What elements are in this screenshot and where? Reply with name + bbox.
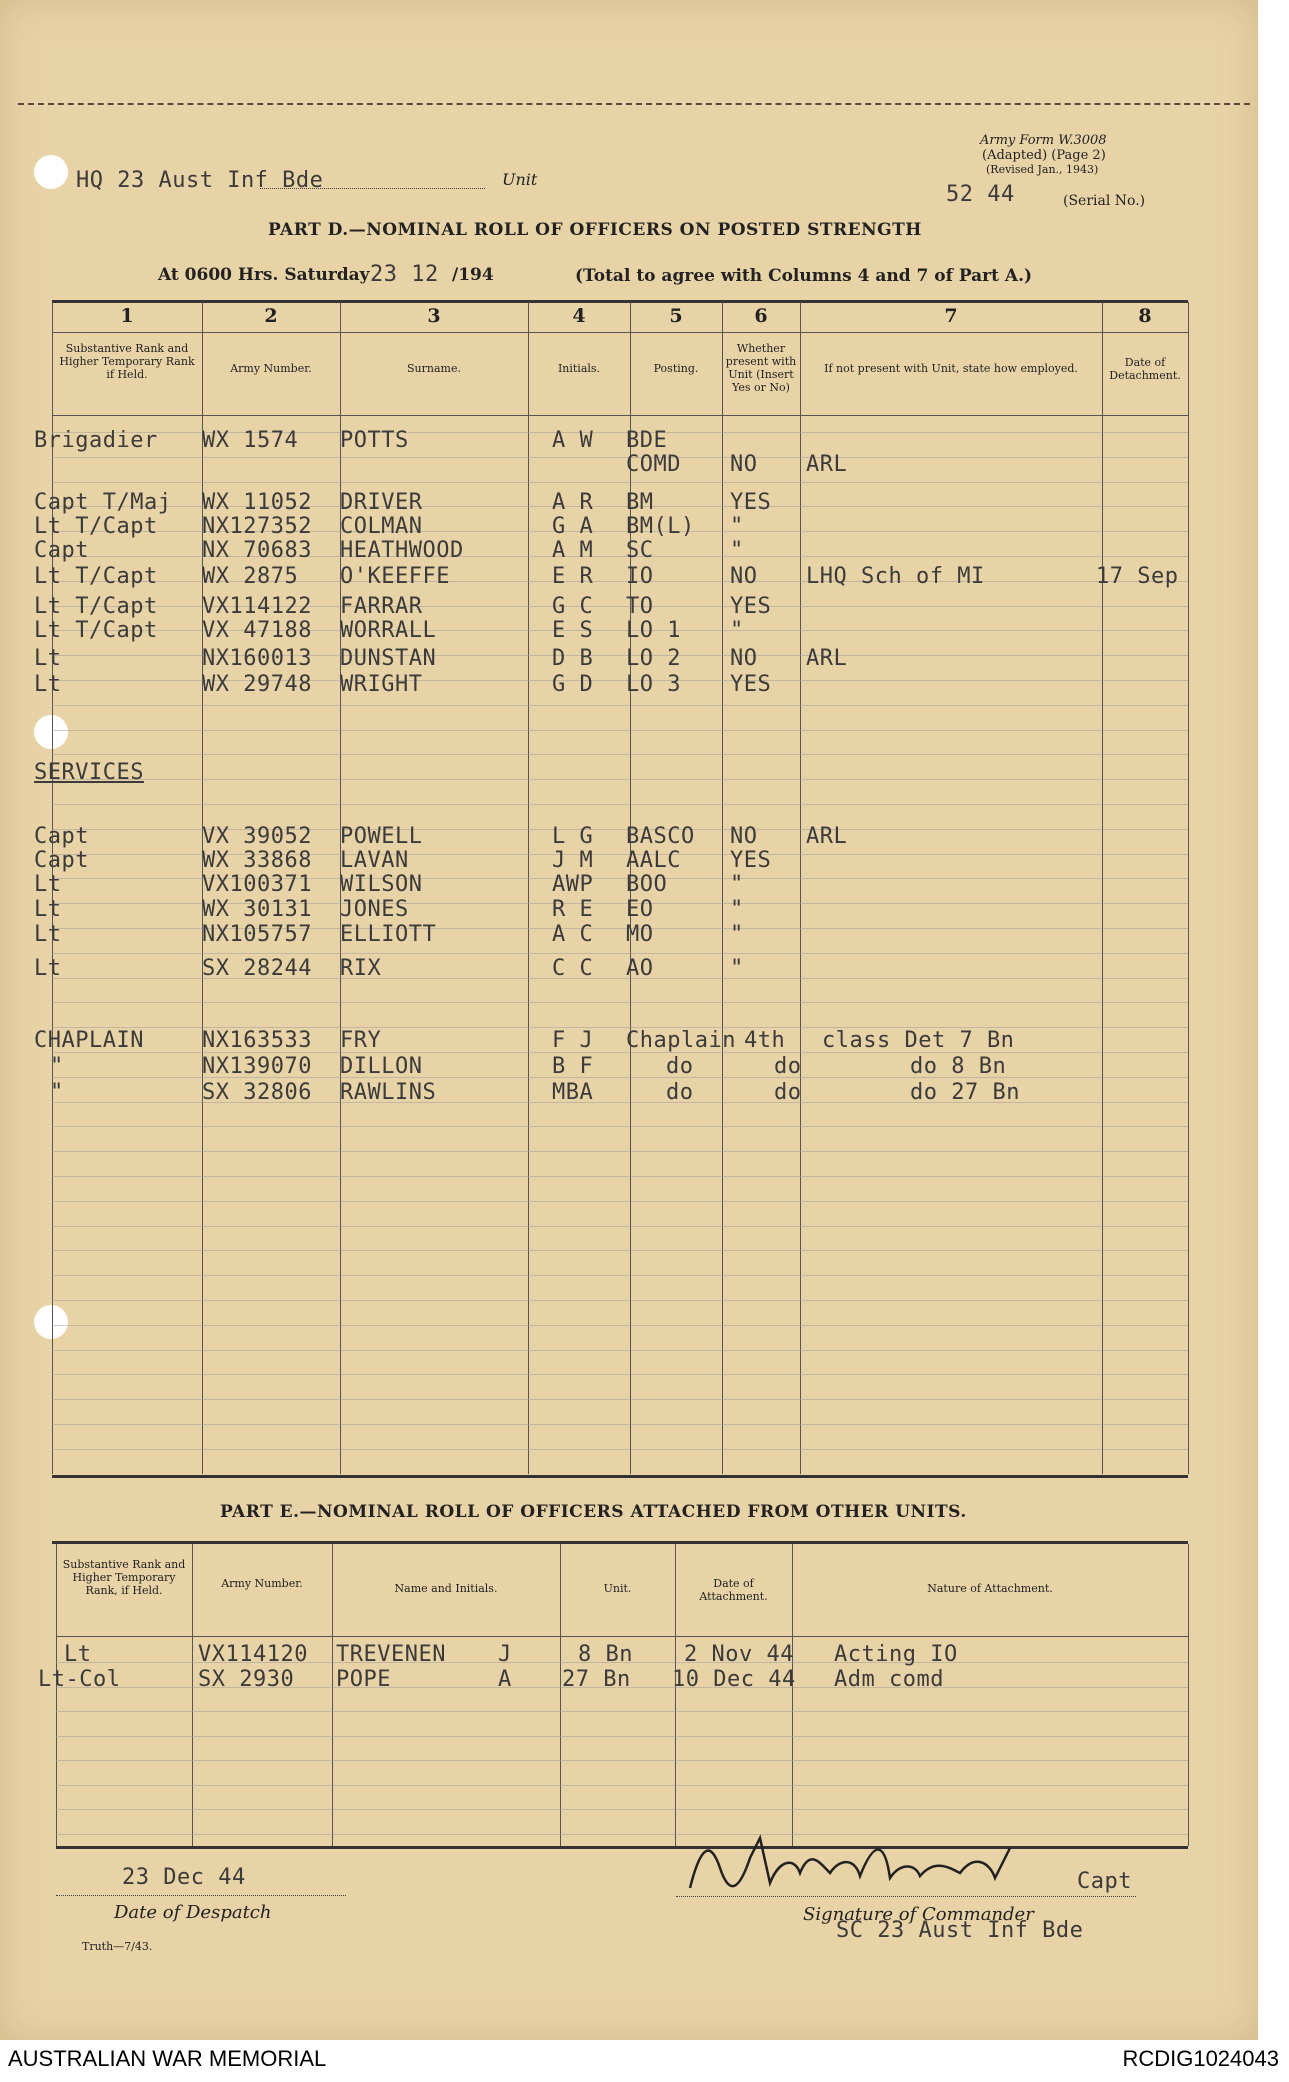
part-d-column-divider xyxy=(1188,302,1189,1474)
entry-rank: Capt xyxy=(34,848,89,873)
despatch-dotted-line xyxy=(56,1895,346,1896)
entry-number: VX100371 xyxy=(202,872,312,897)
part-d-ruled-line xyxy=(52,1151,1188,1152)
entry-employed: do 8 Bn xyxy=(910,1054,1007,1079)
part-d-ruled-line xyxy=(52,705,1188,706)
part-d-ruled-line xyxy=(52,1250,1188,1251)
punch-hole xyxy=(34,715,68,749)
entry-posting: SC xyxy=(626,538,654,563)
entry-initials: E R xyxy=(552,564,594,589)
part-e-column-divider xyxy=(332,1544,333,1846)
adapted-label: (Adapted) (Page 2) xyxy=(982,148,1106,163)
part-e-column-header: Substantive Rank and Higher Temporary Rank, if Held. xyxy=(62,1558,186,1597)
entry-surname: DILLON xyxy=(340,1054,423,1079)
part-d-column-header: Surname. xyxy=(407,362,461,375)
entry-surname: WILSON xyxy=(340,872,423,897)
entry-posting: BM(L) xyxy=(626,514,695,539)
entry-surname: O'KEEFFE xyxy=(340,564,450,589)
part-e-ruled-line xyxy=(56,1760,1188,1761)
entry-employed: do 27 Bn xyxy=(910,1080,1020,1105)
entry-number: SX 32806 xyxy=(202,1080,312,1105)
entry-rank: Brigadier xyxy=(34,428,158,453)
entry-initials: D B xyxy=(552,646,594,671)
entry-surname: RAWLINS xyxy=(340,1080,437,1105)
entry-initials: A W xyxy=(552,428,594,453)
entry-employed: ARL xyxy=(806,824,848,849)
entry-number: NX139070 xyxy=(202,1054,312,1079)
entry-rank: Lt xyxy=(34,872,62,897)
entry-surname: HEATHWOOD xyxy=(340,538,464,563)
time-prefix: At 0600 Hrs. Saturday xyxy=(158,265,370,285)
entry-present: NO xyxy=(730,646,758,671)
army-form-label: Army Form W.3008 xyxy=(980,133,1107,148)
attached-unit: 8 Bn xyxy=(578,1642,633,1667)
part-d-ruled-line xyxy=(52,754,1188,755)
entry-rank: Lt xyxy=(34,672,62,697)
part-d-header-bottom-rule xyxy=(52,415,1188,416)
entry-initials: A R xyxy=(552,490,594,515)
part-d-ruled-line xyxy=(52,1226,1188,1227)
entry-surname: WORRALL xyxy=(340,618,437,643)
entry-number: VX 39052 xyxy=(202,824,312,849)
entry-rank: Lt xyxy=(34,956,62,981)
entry-number: NX160013 xyxy=(202,646,312,671)
part-d-column-divider xyxy=(800,302,801,1474)
part-d-column-divider xyxy=(1102,302,1103,1474)
part-d-ruled-line xyxy=(52,1201,1188,1202)
part-d-ruled-line xyxy=(52,1002,1188,1003)
entry-posting: AO xyxy=(626,956,654,981)
part-d-ruled-line xyxy=(52,1449,1188,1450)
attached-number: SX 2930 xyxy=(198,1667,295,1692)
part-d-column-header: If not present with Unit, state how employed. xyxy=(824,362,1078,375)
attached-name: POPE xyxy=(336,1667,391,1692)
entry-surname: DUNSTAN xyxy=(340,646,437,671)
printer-mark: Truth—7/43. xyxy=(82,1940,153,1953)
entry-present: " xyxy=(730,538,744,563)
part-d-column-header: Army Number. xyxy=(230,362,312,375)
attached-date: 10 Dec 44 xyxy=(672,1667,796,1692)
part-e-column-divider xyxy=(560,1544,561,1846)
entry-date: 17 Sep xyxy=(1096,564,1179,589)
entry-present: " xyxy=(730,872,744,897)
serial-value: 52 44 xyxy=(946,182,1015,207)
entry-present: YES xyxy=(730,594,772,619)
entry-present: " xyxy=(730,618,744,643)
part-d-ruled-line xyxy=(52,482,1188,483)
entry-rank: Lt xyxy=(34,646,62,671)
entry-posting: do xyxy=(666,1080,694,1105)
part-e-title: PART E.—NOMINAL ROLL OF OFFICERS ATTACHED FROM OTHER UNITS. xyxy=(220,1502,967,1522)
part-e-column-divider xyxy=(792,1544,793,1846)
part-d-ruled-line xyxy=(52,1300,1188,1301)
part-d-column-number: 4 xyxy=(572,305,586,327)
part-d-column-number: 8 xyxy=(1138,305,1152,327)
entry-posting: COMD xyxy=(626,452,681,477)
entry-rank: CHAPLAIN xyxy=(34,1028,144,1053)
entry-surname: ELLIOTT xyxy=(340,922,437,947)
part-d-column-number: 1 xyxy=(120,305,134,327)
part-e-ruled-line xyxy=(56,1736,1188,1737)
entry-initials: G C xyxy=(552,594,594,619)
entry-rank: Lt T/Capt xyxy=(34,618,158,643)
entry-number: NX163533 xyxy=(202,1028,312,1053)
entry-surname: COLMAN xyxy=(340,514,423,539)
entry-rank: Capt T/Maj xyxy=(34,490,172,515)
entry-surname: JONES xyxy=(340,897,409,922)
entry-number: NX105757 xyxy=(202,922,312,947)
entry-surname: FARRAR xyxy=(340,594,423,619)
entry-present: YES xyxy=(730,490,772,515)
part-e-column-divider xyxy=(675,1544,676,1846)
entry-initials: J M xyxy=(552,848,594,873)
attached-unit: 27 Bn xyxy=(562,1667,631,1692)
perforation-line xyxy=(18,103,1250,105)
signature-dotted-line xyxy=(676,1896,1136,1897)
attached-rank: Lt xyxy=(64,1642,92,1667)
part-d-top-rule xyxy=(52,300,1188,303)
attached-name: TREVENEN xyxy=(336,1642,446,1667)
attached-nature: Adm comd xyxy=(834,1667,944,1692)
entry-number: WX 1574 xyxy=(202,428,299,453)
part-d-ruled-line xyxy=(52,953,1188,954)
entry-posting: MO xyxy=(626,922,654,947)
entry-surname: WRIGHT xyxy=(340,672,423,697)
part-d-column-header: Date of Detachment. xyxy=(1109,356,1181,382)
entry-rank: " xyxy=(50,1054,64,1079)
attached-rank: Lt-Col xyxy=(38,1667,121,1692)
attached-nature: Acting IO xyxy=(834,1642,958,1667)
time-date: 23 12 xyxy=(370,262,439,287)
entry-employed: LHQ Sch of MI xyxy=(806,564,985,589)
part-e-column-header: Army Number. xyxy=(221,1577,303,1590)
entry-number: NX 70683 xyxy=(202,538,312,563)
signature-rank: Capt xyxy=(1077,1869,1132,1894)
part-d-column-divider xyxy=(528,302,529,1474)
archive-label: AUSTRALIAN WAR MEMORIAL xyxy=(8,2046,327,2071)
attached-initial: J xyxy=(498,1642,512,1667)
signature-unit: SC 23 Aust Inf Bde xyxy=(836,1918,1084,1943)
entry-present: do xyxy=(774,1080,802,1105)
entry-present: do xyxy=(774,1054,802,1079)
part-d-column-header: Initials. xyxy=(557,362,601,375)
entry-posting: BASCO xyxy=(626,824,695,849)
entry-rank: Lt T/Capt xyxy=(34,594,158,619)
part-d-ruled-line xyxy=(52,1350,1188,1351)
entry-present: NO xyxy=(730,452,758,477)
punch-hole xyxy=(34,1305,68,1339)
part-d-column-header: Substantive Rank and Higher Temporary Rank if Held. xyxy=(59,342,195,381)
entry-initials: A M xyxy=(552,538,594,563)
entry-employed: ARL xyxy=(806,452,848,477)
entry-present: NO xyxy=(730,564,758,589)
entry-posting: LO 3 xyxy=(626,672,681,697)
entry-initials: A C xyxy=(552,922,594,947)
entry-employed: class Det 7 Bn xyxy=(822,1028,1015,1053)
part-d-ruled-line xyxy=(52,1374,1188,1375)
entry-present: " xyxy=(730,897,744,922)
entry-posting: LO 2 xyxy=(626,646,681,671)
part-d-bottom-rule xyxy=(52,1475,1188,1478)
entry-initials: AWP xyxy=(552,872,594,897)
entry-initials: F J xyxy=(552,1028,594,1053)
services-heading: SERVICES xyxy=(34,760,144,785)
part-d-title: PART D.—NOMINAL ROLL OF OFFICERS ON POSTED STRENGTH xyxy=(268,220,922,240)
entry-number: WX 30131 xyxy=(202,897,312,922)
attached-number: VX114120 xyxy=(198,1642,308,1667)
entry-posting: Chaplain xyxy=(626,1028,736,1053)
entry-present: 4th xyxy=(744,1028,786,1053)
entry-surname: RIX xyxy=(340,956,382,981)
part-d-ruled-line xyxy=(52,1275,1188,1276)
part-d-ruled-line xyxy=(52,1424,1188,1425)
entry-posting: EO xyxy=(626,897,654,922)
time-year: /194 xyxy=(452,265,494,285)
entry-posting: BDE xyxy=(626,428,668,453)
entry-present: YES xyxy=(730,848,772,873)
part-d-ruled-line xyxy=(52,804,1188,805)
entry-surname: POWELL xyxy=(340,824,423,849)
part-e-top-rule xyxy=(52,1541,1188,1544)
entry-number: SX 28244 xyxy=(202,956,312,981)
entry-present: NO xyxy=(730,824,758,849)
part-d-ruled-line xyxy=(52,457,1188,458)
entry-present: " xyxy=(730,956,744,981)
time-suffix: (Total to agree with Columns 4 and 7 of Part A.) xyxy=(575,266,1033,286)
entry-posting: IO xyxy=(626,564,654,589)
part-d-ruled-line xyxy=(52,779,1188,780)
attached-date: 2 Nov 44 xyxy=(684,1642,794,1667)
part-d-ruled-line xyxy=(52,730,1188,731)
entry-initials: L G xyxy=(552,824,594,849)
entry-surname: FRY xyxy=(340,1028,382,1053)
entry-number: WX 33868 xyxy=(202,848,312,873)
part-e-column-header: Name and Initials. xyxy=(394,1582,498,1595)
entry-number: NX127352 xyxy=(202,514,312,539)
entry-initials: R E xyxy=(552,897,594,922)
entry-posting: LO 1 xyxy=(626,618,681,643)
part-d-ruled-line xyxy=(52,1325,1188,1326)
entry-surname: POTTS xyxy=(340,428,409,453)
part-e-column-header: Unit. xyxy=(603,1582,632,1595)
despatch-date-label: Date of Despatch xyxy=(114,1902,272,1923)
entry-initials: G D xyxy=(552,672,594,697)
archive-id: RCDIG1024043 xyxy=(1122,2046,1279,2071)
entry-rank: " xyxy=(50,1080,64,1105)
entry-rank: Lt T/Capt xyxy=(34,564,158,589)
part-d-column-divider xyxy=(722,302,723,1474)
part-e-ruled-line xyxy=(56,1711,1188,1712)
part-d-column-header: Whether present with Unit (Insert Yes or No) xyxy=(725,342,797,394)
unit-dotted-line xyxy=(260,188,485,189)
entry-employed: ARL xyxy=(806,646,848,671)
entry-posting: BOO xyxy=(626,872,668,897)
part-e-ruled-line xyxy=(56,1785,1188,1786)
part-d-column-number: 6 xyxy=(754,305,768,327)
entry-number: VX 47188 xyxy=(202,618,312,643)
serial-label: (Serial No.) xyxy=(1063,193,1146,209)
entry-posting: BM xyxy=(626,490,654,515)
unit-value: HQ 23 Aust Inf Bde xyxy=(76,168,324,193)
entry-number: WX 11052 xyxy=(202,490,312,515)
part-d-column-header: Posting. xyxy=(653,362,699,375)
entry-rank: Lt T/Capt xyxy=(34,514,158,539)
part-d-column-number: 7 xyxy=(944,305,958,327)
revised-label: (Revised Jan., 1943) xyxy=(986,163,1099,176)
part-e-column-header: Nature of Attachment. xyxy=(927,1582,1053,1595)
entry-surname: DRIVER xyxy=(340,490,423,515)
entry-present: " xyxy=(730,922,744,947)
entry-number: WX 2875 xyxy=(202,564,299,589)
attached-initial: A xyxy=(498,1667,512,1692)
entry-number: WX 29748 xyxy=(202,672,312,697)
part-d-ruled-line xyxy=(52,1399,1188,1400)
part-e-ruled-line xyxy=(56,1809,1188,1810)
signature-label: Signature of Commander xyxy=(803,1904,1034,1925)
part-e-column-divider xyxy=(56,1544,57,1846)
part-e-header-rule xyxy=(56,1636,1188,1637)
entry-surname: LAVAN xyxy=(340,848,409,873)
punch-hole xyxy=(34,155,68,189)
entry-initials: E S xyxy=(552,618,594,643)
entry-present: " xyxy=(730,514,744,539)
entry-initials: MBA xyxy=(552,1080,594,1105)
part-e-column-divider xyxy=(192,1544,193,1846)
entry-initials: C C xyxy=(552,956,594,981)
part-e-column-divider xyxy=(1188,1544,1189,1846)
part-d-ruled-line xyxy=(52,1126,1188,1127)
entry-posting: AALC xyxy=(626,848,681,873)
part-d-column-number: 2 xyxy=(264,305,278,327)
entry-rank: Lt xyxy=(34,922,62,947)
entry-present: YES xyxy=(730,672,772,697)
entry-rank: Lt xyxy=(34,897,62,922)
part-e-column-header: Date of Attachment. xyxy=(699,1577,768,1603)
part-d-header-rule xyxy=(52,332,1188,333)
entry-rank: Capt xyxy=(34,824,89,849)
despatch-date-value: 23 Dec 44 xyxy=(122,1865,246,1890)
entry-initials: B F xyxy=(552,1054,594,1079)
part-d-ruled-line xyxy=(52,1176,1188,1177)
entry-posting: do xyxy=(666,1054,694,1079)
part-d-column-number: 3 xyxy=(427,305,441,327)
entry-posting: TO xyxy=(626,594,654,619)
entry-number: VX114122 xyxy=(202,594,312,619)
entry-initials: G A xyxy=(552,514,594,539)
part-d-column-number: 5 xyxy=(669,305,683,327)
entry-rank: Capt xyxy=(34,538,89,563)
unit-label: Unit xyxy=(502,170,538,189)
